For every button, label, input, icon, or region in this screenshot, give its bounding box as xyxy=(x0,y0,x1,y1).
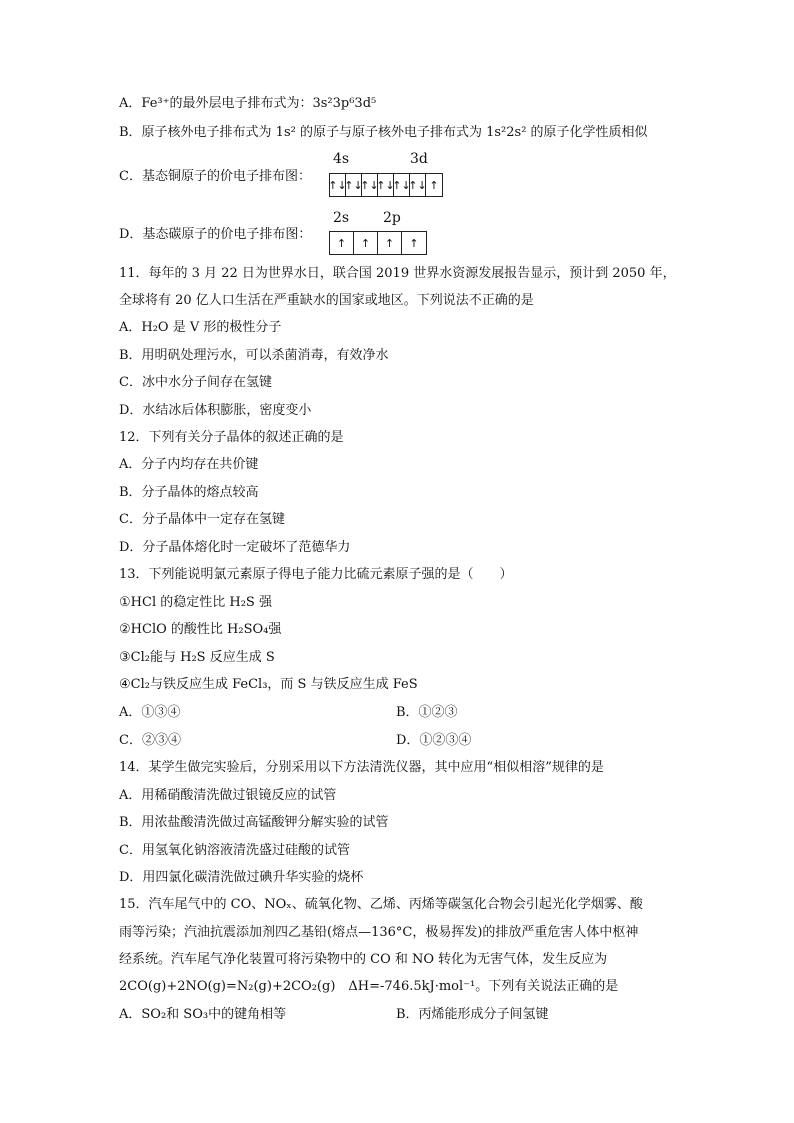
q13-option-d: D．①②③④ xyxy=(396,733,472,748)
q13-option-b: B．①②③ xyxy=(396,705,458,720)
q13-statement-2: ②HClO 的酸性比 H₂SO₄强 xyxy=(119,622,282,637)
q10-option-c: C．基态铜原子的价电子排布图： xyxy=(119,169,311,184)
q11-option-d: D．水结冰后体积膨胀，密度变小 xyxy=(119,403,312,418)
q11-option-c: C．冰中水分子间存在氢键 xyxy=(119,375,272,390)
q12-option-a: A．分子内均存在共价键 xyxy=(119,457,259,472)
orbital-label-2s: 2s xyxy=(333,210,350,226)
q11-option-b: B．用明矾处理污水，可以杀菌消毒，有效净水 xyxy=(119,348,389,363)
orbital-box: ↑ xyxy=(429,178,439,192)
copper-orbital-diagram xyxy=(329,173,443,197)
q10-option-b: B．原子核外电子排布式为 1s² 的原子与原子核外电子排布式为 1s²2s² 的原子化学性质相似 xyxy=(119,125,648,140)
orbital-box: ↑ xyxy=(330,232,354,254)
q14-option-a: A．用稀硝酸清洗做过银镜反应的试管 xyxy=(119,788,337,803)
q14-option-d: D．用四氯化碳清洗做过碘升华实验的烧杯 xyxy=(119,870,364,885)
q15-option-b: B．丙烯能形成分子间氢键 xyxy=(396,1007,549,1022)
q15-stem-line1: 15．汽车尾气中的 CO、NOₓ、硫氧化物、乙烯、丙烯等碳氢化合物会引起光化学烟雾、酸 xyxy=(119,897,643,912)
q14-stem: 14．某学生做完实验后，分别采用以下方法清洗仪器，其中应用“相似相溶”规律的是 xyxy=(119,760,604,775)
q14-option-b: B．用浓盐酸清洗做过高锰酸钾分解实验的试管 xyxy=(119,815,389,830)
carbon-orbital-diagram xyxy=(329,231,427,255)
q12-option-c: C．分子晶体中一定存在氢键 xyxy=(119,512,285,527)
q11-option-a: A．H₂O 是 V 形的极性分子 xyxy=(119,320,282,335)
q15-stem-line3: 经系统。汽车尾气净化装置可将污染物中的 CO 和 NO 转化为无害气体，发生反应为 xyxy=(119,952,608,967)
q15-stem-line4: 2CO(g)+2NO(g)=N₂(g)+2CO₂(g) ΔH=-746.5kJ·mol⁻¹。下列有关说法正确的是 xyxy=(119,979,619,994)
q15-stem-line2: 雨等污染；汽油抗震添加剂四乙基铅(熔点—136°C，极易挥发)的排放严重危害人体中枢神 xyxy=(119,925,639,940)
orbital-label-4s: 4s xyxy=(333,151,350,167)
orbital-label-3d: 3d xyxy=(410,151,428,167)
q11-stem-line2: 全球将有 20 亿人口生活在严重缺水的国家或地区。下列说法不正确的是 xyxy=(119,293,534,308)
orbital-box: ↑ xyxy=(378,232,402,254)
orbital-box: ↑↓ xyxy=(362,174,378,196)
q10-option-d: D．基态碳原子的价电子排布图： xyxy=(119,227,312,242)
q13-statement-3: ③Cl₂能与 H₂S 反应生成 S xyxy=(119,650,275,665)
q13-option-a: A．①③④ xyxy=(119,705,181,720)
q13-stem: 13．下列能说明氯元素原子得电子能力比硫元素原子强的是（ ） xyxy=(119,567,513,582)
orbital-box: ↑ xyxy=(354,232,378,254)
q14-option-c: C．用氢氧化钠溶液清洗盛过硅酸的试管 xyxy=(119,843,350,858)
q11-stem-line1: 11．每年的 3 月 22 日为世界水日，联合国 2019 世界水资源发展报告显示，预计到 2050 年， xyxy=(119,266,676,281)
orbital-label-2p: 2p xyxy=(383,210,401,226)
q13-statement-4: ④Cl₂与铁反应生成 FeCl₃，而 S 与铁反应生成 FeS xyxy=(119,677,418,692)
q13-option-c: C．②③④ xyxy=(119,733,181,748)
q13-statement-1: ①HCl 的稳定性比 H₂S 强 xyxy=(119,595,272,610)
q10-option-a: A．Fe³⁺的最外层电子排布式为：3s²3p⁶3d⁵ xyxy=(119,96,377,111)
q12-option-b: B．分子晶体的熔点较高 xyxy=(119,485,259,500)
q12-option-d: D．分子晶体熔化时一定破坏了范德华力 xyxy=(119,540,351,555)
q12-stem: 12．下列有关分子晶体的叙述正确的是 xyxy=(119,430,344,445)
orbital-box: ↑ xyxy=(409,236,419,250)
q15-option-a: A．SO₂和 SO₃中的键角相等 xyxy=(119,1007,287,1022)
orbital-box: ↑↓ xyxy=(410,174,426,196)
orbital-box: ↑↓ xyxy=(394,174,410,196)
orbital-box: ↑↓ xyxy=(346,174,362,196)
orbital-box: ↑↓ xyxy=(378,174,394,196)
orbital-box: ↑↓ xyxy=(330,174,346,196)
